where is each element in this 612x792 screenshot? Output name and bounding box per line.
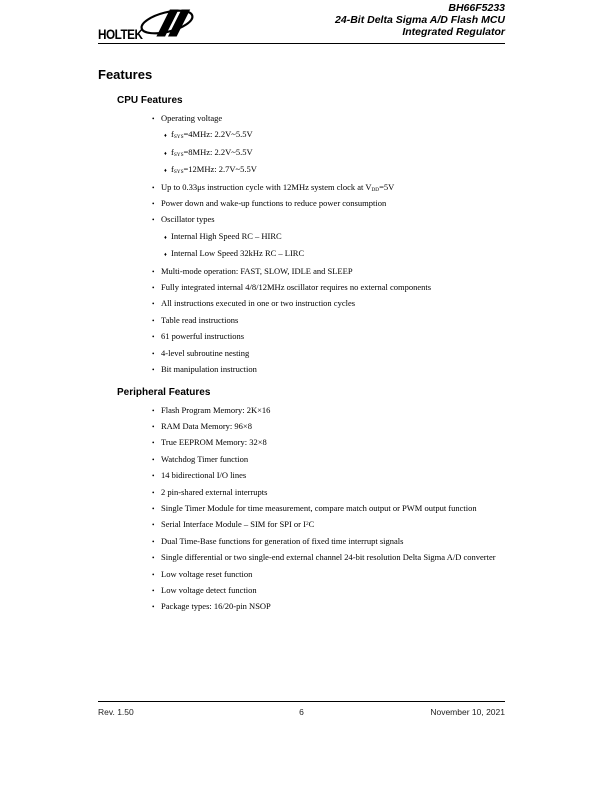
feature-item-text: All instructions executed in one or two instruction cycles xyxy=(161,298,356,309)
feature-item-text: Single differential or two single-end external channel 24-bit resolution Delta Sigma A/D converter xyxy=(161,552,496,563)
feature-item-text: 14 bidirectional I/O lines xyxy=(161,470,247,481)
feature-item-text: 4-level subroutine nesting xyxy=(161,347,250,358)
bullet-icon: • xyxy=(152,115,155,123)
bullet-icon: • xyxy=(152,183,155,192)
feature-item-text: Bit manipulation instruction xyxy=(161,364,257,375)
feature-item-text: Up to 0.33μs instruction cycle with 12MHz system clock at $V_{DD}=5V$ xyxy=(161,181,395,193)
feature-item xyxy=(152,346,513,362)
feature-item-text: RAM Data Memory: 96×8 xyxy=(161,420,252,431)
bullet-icon: • xyxy=(152,586,155,595)
footer-revision: Rev. 1.50 xyxy=(98,707,134,717)
feature-item xyxy=(152,501,513,517)
feature-item-text: Low voltage reset function xyxy=(161,568,253,579)
diamond-icon: ♦ xyxy=(164,252,167,259)
feature-item-text: Dual Time-Base functions for generation of fixed time interrupt signals xyxy=(161,535,404,546)
diamond-icon: ♦ xyxy=(164,150,167,157)
feature-item xyxy=(152,180,513,196)
page-content xyxy=(98,68,513,624)
feature-item xyxy=(152,127,513,144)
bullet-icon: • xyxy=(152,570,155,579)
feature-item xyxy=(152,296,513,312)
feature-item-text: Operating voltage xyxy=(161,113,223,123)
feature-item xyxy=(152,419,513,435)
feature-item xyxy=(152,196,513,212)
feature-item-text: Flash Program Memory: 2K×16 xyxy=(161,404,271,415)
bullet-icon: • xyxy=(152,439,155,448)
feature-item xyxy=(152,313,513,329)
feature-item-text: $f_{SYS}=4MHz$: 2.2V~5.5V xyxy=(171,129,253,141)
feature-item-text: Fully integrated internal 4/8/12MHz oscillator requires no external components xyxy=(161,282,432,293)
feature-item xyxy=(152,246,513,263)
feature-item-text: Watchdog Timer function xyxy=(161,453,249,464)
bullet-icon: • xyxy=(152,216,155,225)
bullet-icon: • xyxy=(152,349,155,358)
feature-item xyxy=(152,534,513,550)
section-title: Features xyxy=(98,67,153,82)
feature-item-text: Single Timer Module for time measurement, compare match output or PWM output function xyxy=(161,502,477,513)
feature-item xyxy=(152,212,513,228)
feature-item xyxy=(152,145,513,162)
feature-item xyxy=(152,485,513,501)
feature-item xyxy=(152,599,513,615)
product-subtitle2: Integrated Regulator xyxy=(402,26,505,38)
feature-sections xyxy=(98,95,513,616)
bullet-icon: • xyxy=(152,366,155,375)
bullet-icon: • xyxy=(152,333,155,342)
feature-item xyxy=(152,111,513,127)
feature-item-text: Package types: 16/20-pin NSOP xyxy=(161,601,271,612)
feature-item xyxy=(152,435,513,451)
feature-item-text: 61 powerful instructions xyxy=(161,331,245,342)
feature-item xyxy=(152,567,513,583)
feature-item xyxy=(152,362,513,378)
feature-item xyxy=(152,452,513,468)
feature-item xyxy=(152,329,513,345)
bullet-icon: • xyxy=(152,200,155,209)
bullet-icon: • xyxy=(152,422,155,431)
bullet-icon: • xyxy=(152,488,155,497)
feature-item-text: True EEPROM Memory: 32×8 xyxy=(161,437,267,448)
feature-item xyxy=(152,280,513,296)
bullet-icon: • xyxy=(152,455,155,464)
bullet-icon: • xyxy=(152,521,155,530)
diamond-icon: ♦ xyxy=(164,168,167,175)
subsection-heading: Peripheral Features xyxy=(117,386,211,398)
feature-list xyxy=(98,111,513,379)
feature-item-text: 2 pin-shared external interrupts xyxy=(161,486,268,497)
bullet-icon: • xyxy=(152,316,155,325)
bullet-icon: • xyxy=(152,537,155,546)
product-subtitle: 24-Bit Delta Sigma A/D Flash MCU xyxy=(335,14,505,26)
feature-item xyxy=(152,468,513,484)
feature-item xyxy=(152,517,513,533)
header-divider xyxy=(98,43,505,44)
feature-item xyxy=(152,229,513,246)
bullet-icon: • xyxy=(152,472,155,481)
feature-list xyxy=(98,403,513,616)
feature-item-text: $f_{SYS}=8MHz$: 2.2V~5.5V xyxy=(171,146,253,158)
document-title-block xyxy=(335,2,505,38)
bullet-icon: • xyxy=(152,603,155,612)
diamond-icon: ♦ xyxy=(164,133,167,140)
feature-item-text: Internal High Speed RC – HIRC xyxy=(171,230,282,241)
holtek-swoosh-icon xyxy=(138,5,196,41)
feature-item-text: Serial Interface Module – SIM for SPI or $I^2C$ xyxy=(161,519,315,530)
bullet-icon: • xyxy=(152,267,155,276)
subsection-heading: CPU Features xyxy=(117,95,183,106)
feature-item-text: Low voltage detect function xyxy=(161,584,257,595)
feature-item-text: Oscillator types xyxy=(161,214,215,225)
diamond-icon: ♦ xyxy=(164,234,167,241)
feature-item-text: Multi-mode operation: FAST, SLOW, IDLE and SLEEP xyxy=(161,265,353,276)
feature-item xyxy=(152,550,513,566)
holtek-logo xyxy=(98,6,198,43)
feature-item-text: Power down and wake-up functions to reduce power consumption xyxy=(161,198,387,209)
feature-item-text: $f_{SYS}=12MHz$: 2.7V~5.5V xyxy=(171,164,257,176)
footer-divider xyxy=(98,701,505,702)
feature-item xyxy=(152,264,513,280)
feature-item-text: Table read instructions xyxy=(161,314,239,325)
feature-item xyxy=(152,583,513,599)
feature-item xyxy=(152,162,513,179)
bullet-icon: • xyxy=(152,406,155,415)
product-id: BH66F5233 xyxy=(448,2,505,14)
bullet-icon: • xyxy=(152,284,155,293)
footer-page-number: 6 xyxy=(299,707,304,717)
feature-item-text: Internal Low Speed 32kHz RC – LIRC xyxy=(171,248,305,259)
holtek-logo-text: HOLTEK xyxy=(98,26,143,42)
feature-item xyxy=(152,403,513,419)
bullet-icon: • xyxy=(152,300,155,309)
bullet-icon: • xyxy=(152,504,155,513)
bullet-icon: • xyxy=(152,554,155,563)
footer-date: November 10, 2021 xyxy=(430,707,505,717)
page-header xyxy=(98,0,505,43)
